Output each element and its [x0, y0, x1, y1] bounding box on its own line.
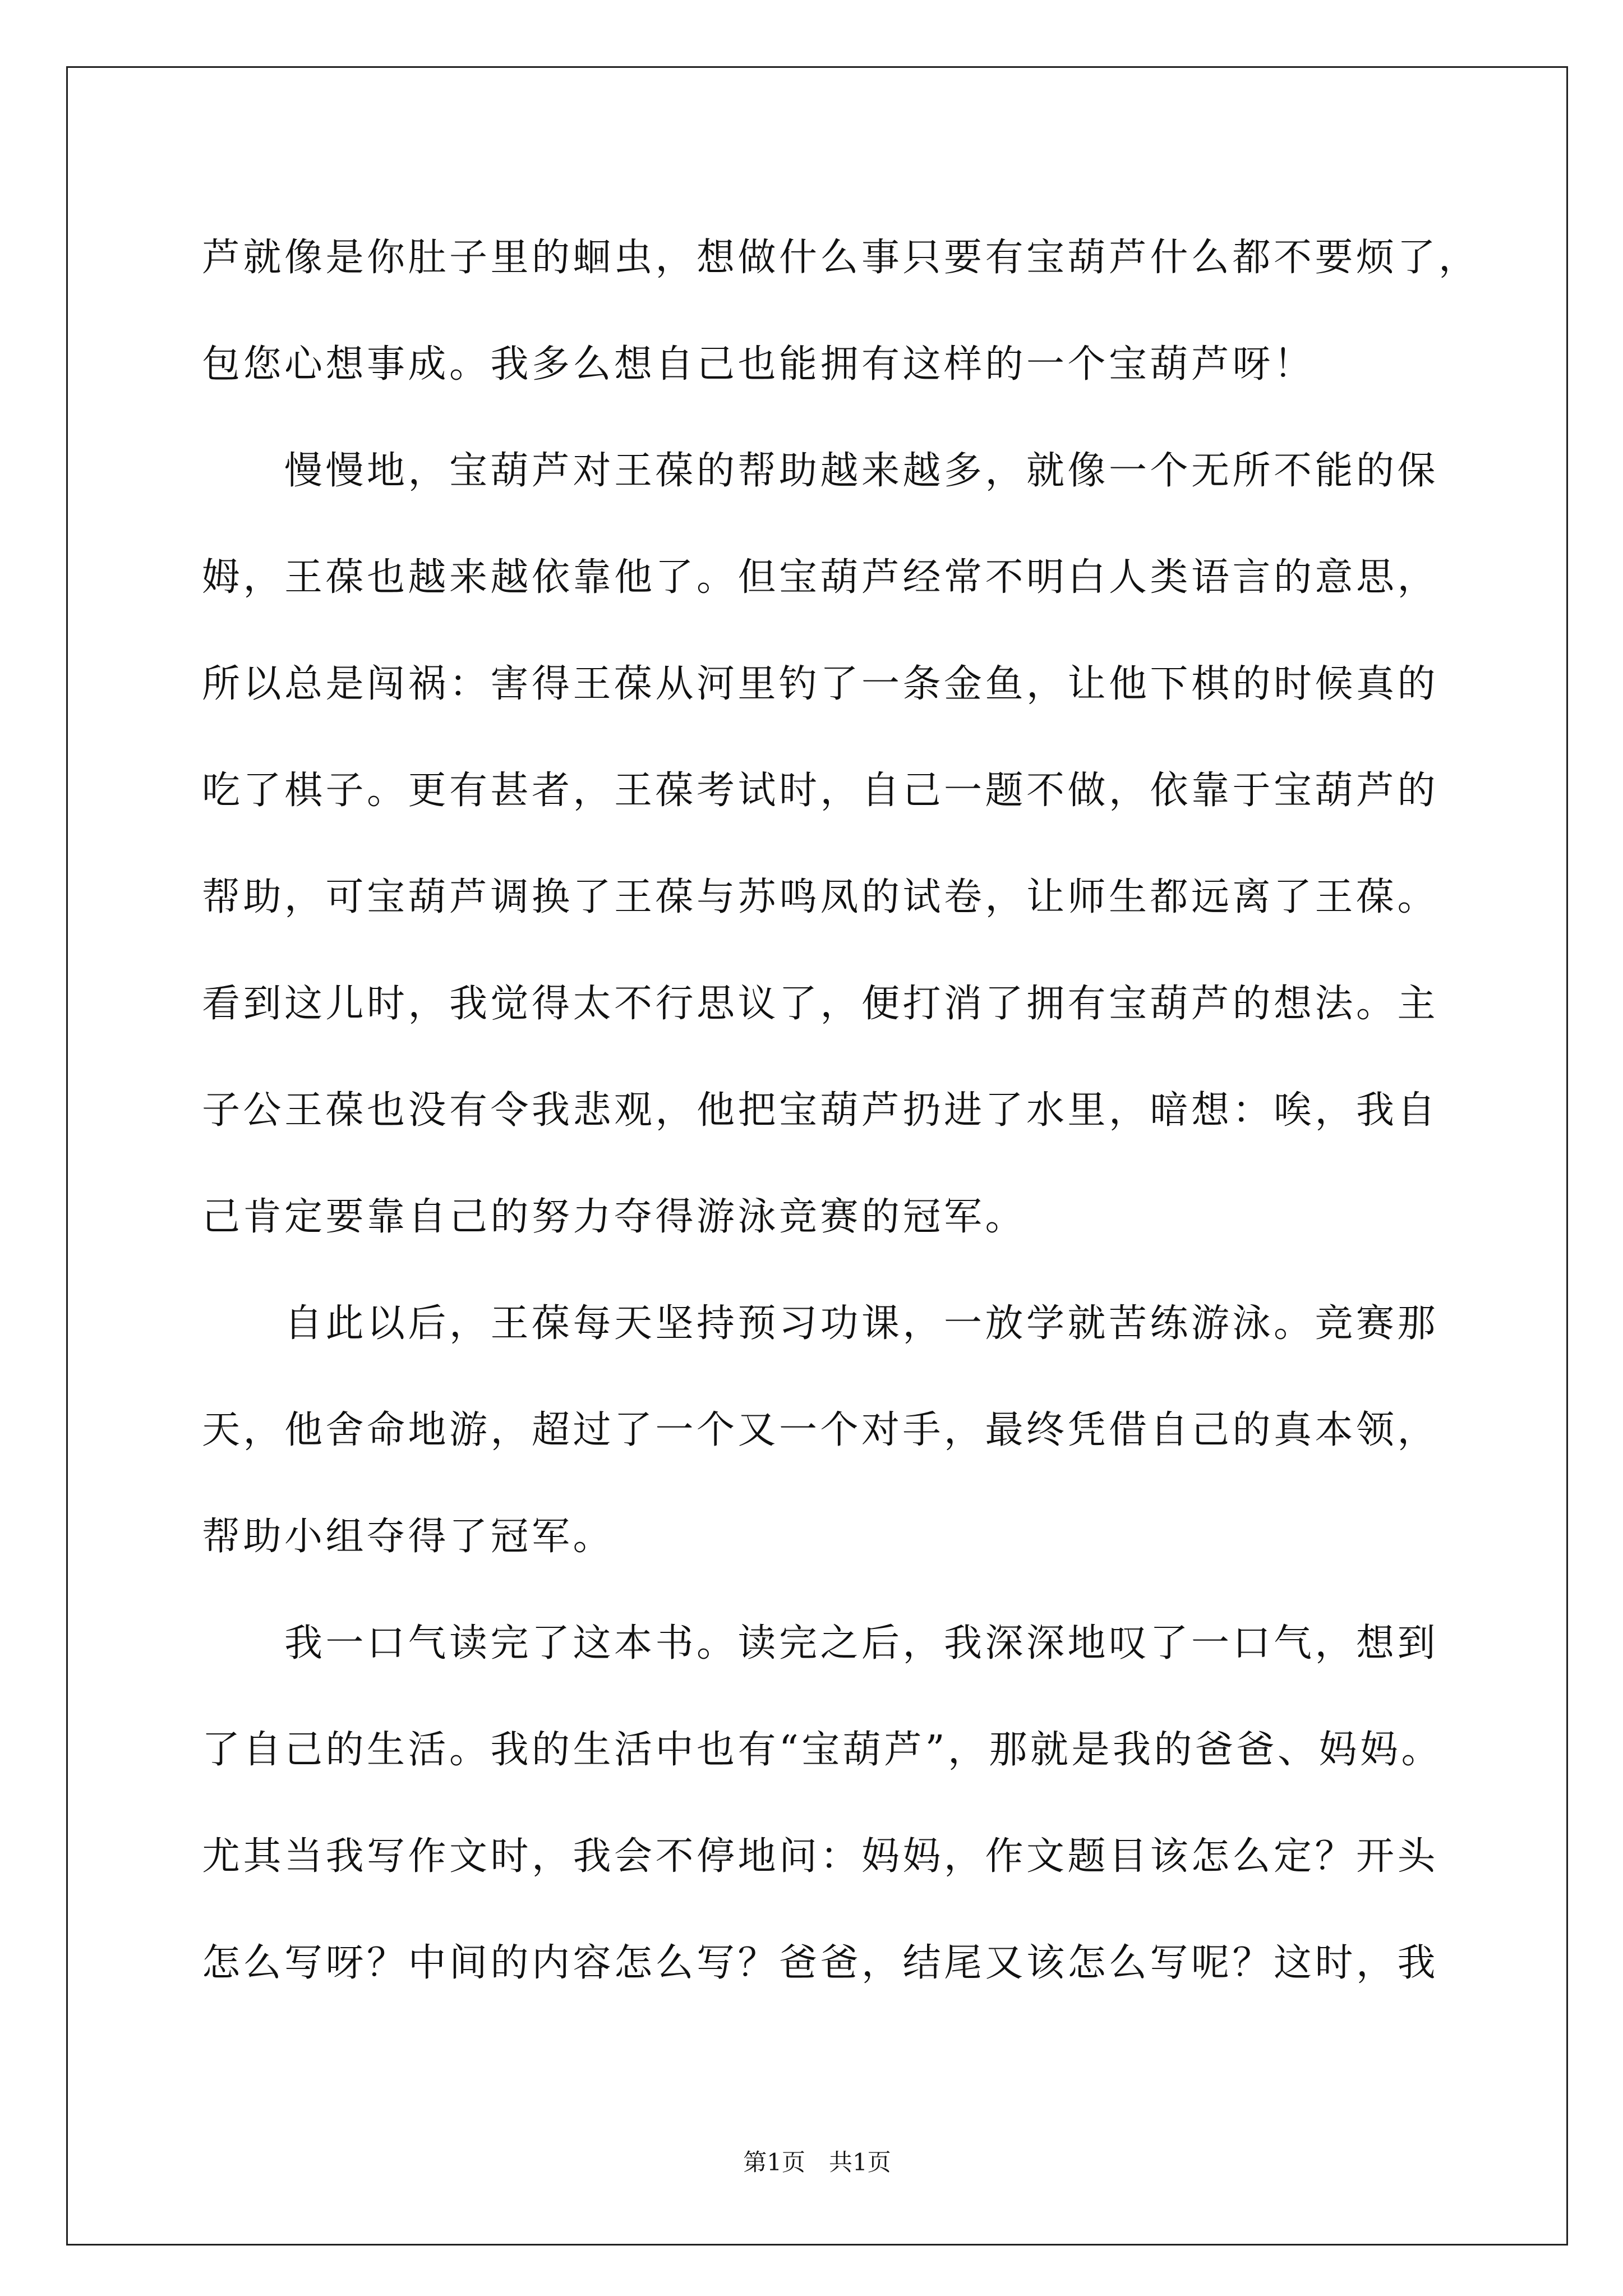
paragraph [202, 418, 1548, 1271]
text-line: 子公王葆也没有令我悲观，他把宝葫芦扔进了水里，暗想：唉，我自 [202, 1088, 1439, 1133]
text-line: 慢慢地，宝葫芦对王葆的帮助越来越多，就像一个无所不能的保 [284, 449, 1439, 493]
text-line: 看到这儿时，我觉得太不行思议了，便打消了拥有宝葫芦的想法。主 [202, 982, 1439, 1026]
paragraph [202, 205, 1548, 418]
text-line: 自此以后，王葆每天坚持预习功课，一放学就苦练游泳。竞赛那 [284, 1301, 1439, 1346]
text-line: 己肯定要靠自己的努力夺得游泳竞赛的冠军。 [202, 1195, 1027, 1239]
text-line: 了自己的生活。我的生活中也有“宝葫芦”，那就是我的爸爸、妈妈。 [202, 1728, 1443, 1772]
text-line: 包您心想事成。我多么想自己也能拥有这样的一个宝葫芦呀！ [202, 342, 1315, 386]
text-line: 我一口气读完了这本书。读完之后，我深深地叹了一口气，想到 [284, 1621, 1439, 1665]
text-line: 怎么写呀？中间的内容怎么写？爸爸，结尾又该怎么写呢？这时，我 [202, 1941, 1439, 1985]
page-number-total: 共1页 [829, 2148, 891, 2176]
paragraph [202, 1271, 1548, 1590]
page-number-current: 第1页 [743, 2148, 805, 2176]
text-line: 帮助，可宝葫芦调换了王葆与苏鸣凤的试卷，让师生都远离了王葆。 [202, 875, 1439, 919]
text-line: 芦就像是你肚子里的蛔虫，想做什么事只要有宝葫芦什么都不要烦了， [202, 236, 1480, 280]
text-line: 所以总是闯祸：害得王葆从河里钓了一条金鱼，让他下棋的时候真的 [202, 662, 1439, 706]
text-line: 尤其当我写作文时，我会不停地问：妈妈，作文题目该怎么定？开头 [202, 1834, 1439, 1879]
document-body [202, 205, 1548, 2017]
text-line: 吃了棋子。更有甚者，王葆考试时，自己一题不做，依靠于宝葫芦的 [202, 769, 1439, 813]
text-line: 姆，王葆也越来越依靠他了。但宝葫芦经常不明白人类语言的意思， [202, 555, 1439, 600]
paragraph [202, 1590, 1548, 2017]
text-line: 帮助小组夺得了冠军。 [202, 1515, 615, 1559]
page-footer [66, 2146, 1568, 2179]
text-line: 天，他舍命地游，超过了一个又一个对手，最终凭借自己的真本领， [202, 1408, 1439, 1452]
